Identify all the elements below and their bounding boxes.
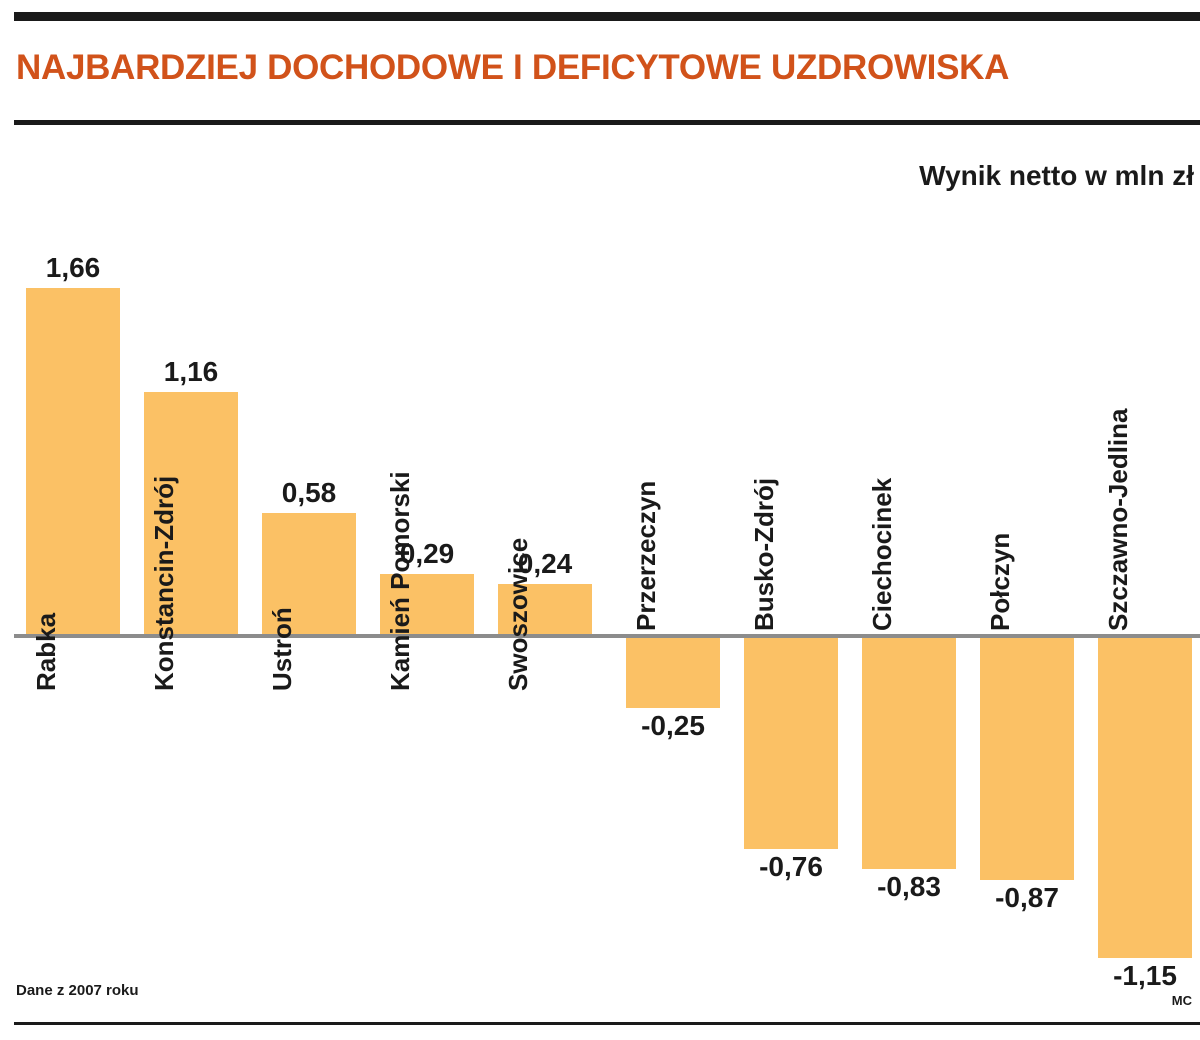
- bar-rect[interactable]: [862, 638, 956, 869]
- top-divider: [14, 12, 1200, 21]
- bar-group: [368, 140, 486, 980]
- bar-group: [850, 140, 968, 980]
- bar-rect[interactable]: [626, 638, 720, 708]
- bar-value-label: 0,58: [281, 477, 337, 508]
- bar-value-label: -0,87: [995, 882, 1059, 913]
- bar-value-label: -0,25: [641, 710, 705, 741]
- bar-value-label: -1,15: [1113, 960, 1177, 991]
- bottom-divider: [14, 1022, 1200, 1025]
- bar-group: [1086, 140, 1200, 991]
- bar-group: [968, 140, 1086, 980]
- bar-value-label: -0,83: [877, 871, 941, 902]
- bar-value-label: 0,29: [399, 538, 455, 569]
- bar-category-label: Busko-Zdrój: [749, 477, 779, 631]
- bar-category-label: Ciechocinek: [867, 477, 897, 631]
- bar-category-label: Rabka: [31, 612, 61, 691]
- bar-rect[interactable]: [980, 638, 1074, 880]
- bar-value-label: -0,76: [759, 851, 823, 882]
- bar-group: [732, 140, 850, 980]
- bar-category-label: Szczawno-Jedlina: [1103, 408, 1133, 631]
- bar-category-label: Swoszowice: [503, 537, 533, 691]
- bar-group: [614, 140, 732, 980]
- page-title: NAJBARDZIEJ DOCHODOWE I DEFICYTOWE UZDROWISKA: [16, 48, 1010, 87]
- bar-group: [486, 140, 604, 980]
- bar-group: [250, 140, 368, 980]
- bar-category-label: Przerzeczyn: [631, 480, 661, 631]
- bar-value-label: 1,66: [45, 252, 101, 283]
- chart-subtitle: Wynik netto w mln zł: [919, 160, 1194, 191]
- bar-category-label: Kamień Pomorski: [385, 471, 415, 691]
- bar-group: [14, 140, 132, 980]
- bar-rect[interactable]: [26, 288, 120, 634]
- bar-category-label: Ustroń: [267, 607, 297, 691]
- title-divider: [14, 120, 1200, 125]
- bar-value-label: 1,16: [163, 356, 219, 387]
- bar-rect[interactable]: [744, 638, 838, 849]
- bar-value-label: 0,24: [517, 548, 573, 579]
- bar-rect[interactable]: [1098, 638, 1192, 958]
- source-note: Dane z 2007 roku: [16, 982, 139, 999]
- bar-group: [132, 140, 250, 980]
- bar-category-label: Połczyn: [985, 532, 1015, 631]
- bar-category-label: Konstancin-Zdrój: [149, 475, 179, 691]
- author-credit: MC: [1171, 993, 1192, 1008]
